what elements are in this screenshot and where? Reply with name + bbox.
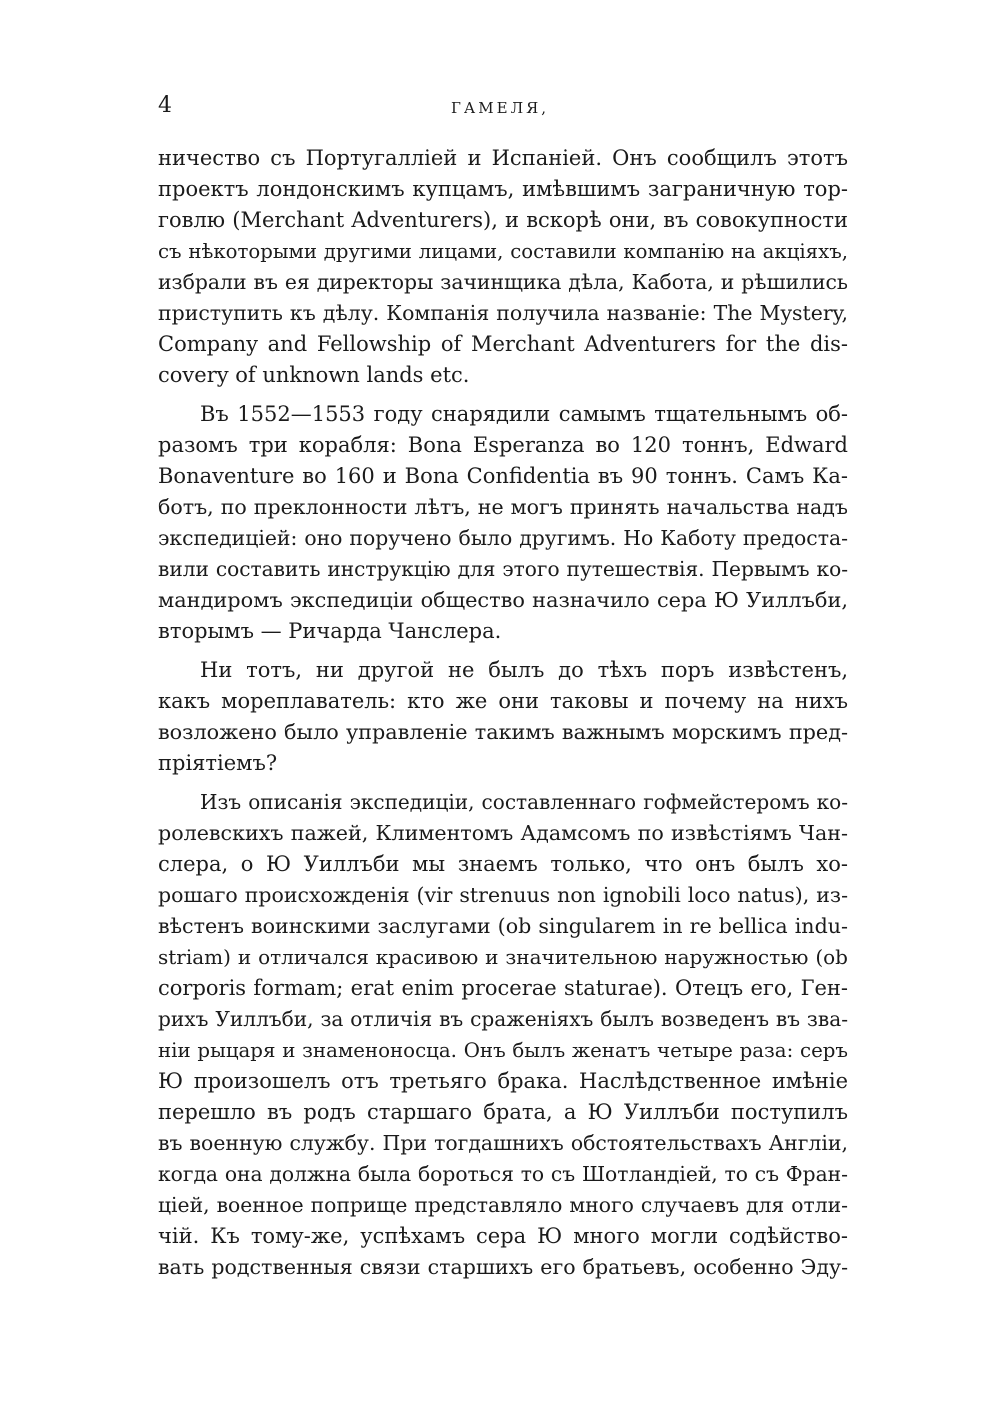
text-line: Изъ описанiя экспедицiи, составленнаго гофмейстеромъ ко-	[200, 790, 848, 814]
text-line: въ военную службу. При тогдашнихъ обстоятельствахъ Англiи,	[158, 1131, 848, 1155]
paragraph-2	[158, 399, 848, 647]
text-line: striam) и отличался красивою и значительною наружностью (ob	[158, 945, 848, 969]
text-line: проектъ лондонскимъ купцамъ, имѣвшимъ заграничную тор-	[158, 177, 848, 201]
text-line: экспедицiей: оно поручено было другимъ. Но Каботу предоста-	[158, 526, 848, 550]
text-line: нiи рыцаря и знаменоносца. Онъ былъ женатъ четыре раза: серъ	[158, 1039, 848, 1062]
text-line: какъ мореплаватель: кто же они таковы и почему на нихъ	[158, 689, 848, 713]
text-line: corporis formam; erat enim procerae staturae). Отецъ его, Ген-	[158, 976, 848, 1000]
text-line: мандиромъ экспедицiи общество назначило сера Ю Уиллъби,	[158, 588, 848, 612]
paragraph-3	[158, 655, 848, 779]
paragraph-4	[158, 787, 848, 1283]
text-line: Ю произошелъ отъ третьяго брака. Наслѣдственное имѣнiе	[158, 1069, 848, 1093]
text-line: вать родственныя связи старшихъ его братьевъ, особенно Эду-	[158, 1255, 848, 1279]
text-line: возложено было управленiе такимъ важнымъ морскимъ пред-	[158, 720, 848, 744]
text-line: вторымъ — Ричарда Чанслера.	[158, 619, 502, 643]
text-line: цiей, военное поприще представляло много случаевъ для отли-	[158, 1193, 848, 1217]
text-line: слера, о Ю Уиллъби мы знаемъ только, что онъ былъ хо-	[158, 852, 848, 876]
text-line: Company and Fellowship of Merchant Adventurers for the dis-	[158, 332, 848, 356]
text-line: съ нѣкоторыми другими лицами, составили компанiю на акцiяхъ,	[158, 240, 848, 263]
text-line: вѣстенъ воинскими заслугами (ob singularem in re bellica indu-	[158, 914, 848, 938]
text-line: вили составить инструкцiю для этого путешествiя. Первымъ ко-	[158, 557, 848, 581]
paragraph-1	[158, 143, 848, 391]
text-line: covery of unknown lands etc.	[158, 363, 470, 387]
text-line: рошаго происхожденiя (vir strenuus non ignobili loco natus), из-	[158, 883, 848, 907]
text-line: Въ 1552—1553 году снарядили самымъ тщательнымъ об-	[200, 402, 848, 426]
text-line: перешло въ родъ старшаго брата, а Ю Уиллъби поступилъ	[158, 1100, 848, 1124]
text-line: приступить къ дѣлу. Компанiя получила названiе: The Mystery,	[158, 301, 848, 325]
text-line: чiй. Къ тому-же, успѣхамъ сера Ю много могли содѣйство-	[158, 1224, 848, 1248]
text-line: прiятiемъ?	[158, 751, 278, 775]
text-line: рихъ Уиллъби, за отличiя въ сраженiяхъ былъ возведенъ въ зва-	[158, 1007, 848, 1031]
text-line: ролевскихъ пажей, Климентомъ Адамсомъ по извѣстiямъ Чан-	[158, 821, 848, 845]
text-line: говлю (Merchant Adventurers), и вскорѣ они, въ совокупности	[158, 208, 848, 232]
text-line: Bonaventure во 160 и Bona Confidentia въ 90 тоннъ. Самъ Ка-	[158, 464, 848, 488]
page-number: 4	[158, 93, 172, 118]
text-line: Ни тотъ, ни другой не былъ до тѣхъ поръ извѣстенъ,	[200, 658, 848, 682]
running-head: ГАМЕЛЯ,	[451, 99, 549, 117]
text-line: разомъ три корабля: Bona Esperanza во 120 тоннъ, Edward	[158, 433, 848, 457]
text-line: ничество съ Португаллiей и Испанiей. Онъ сообщилъ этотъ	[158, 146, 848, 170]
text-line: ботъ, по преклонности лѣтъ, не могъ принять начальства надъ	[158, 495, 848, 519]
text-line: когда она должна была бороться то съ Шотландiей, то съ Фран-	[158, 1162, 848, 1186]
text-line: избрали въ ея директоры зачинщика дѣла, Кабота, и рѣшились	[158, 270, 848, 294]
